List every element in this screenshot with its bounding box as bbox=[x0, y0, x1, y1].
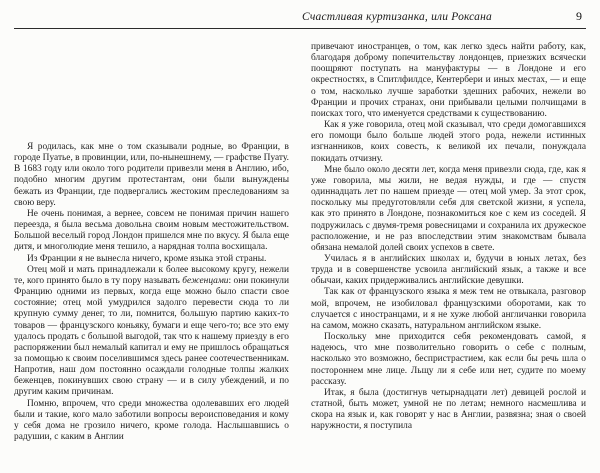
text-paragraph: Отец мой и мать принадлежали к более высокому кругу, нежели те, кого принято было в ту пору называть беженцами: они покинули Францию одними из первых, когда еще можно было спасти свое состояние; отец мой умудрился задолго перевести сюда то ли крупную сумму денег, то ли, помнится, большую партию каких-то товаров — французского коньяку, бумаги и еще чего-то; все это ему удалось продать с большой выгодой, так что к нашему приезду в его распоряжении был немалый капитал и ему не пришлось обращаться за помощью к своим поселившимся здесь ранее соотечественникам. Напротив, наш дом постоянно осаждали голодные толпы жалких беженцев, покинувших свою страну — и в силу убеждений, и по другим каким причинам. bbox=[14, 264, 289, 398]
text-paragraph: Поскольку мне приходится себя рекомендовать самой, я надеюсь, что мне позволительно говорить о себе с полным, насколько это возможно, беспристрастием, как если бы речь шла о постороннем мне лице. Льщу ли я себе или нет, судите по моему рассказу. bbox=[311, 332, 586, 387]
text-paragraph: привечают иностранцев, о том, как легко здесь найти работу, как, благодаря доброму попечительству лондонцев, приезжих всячески поощряют поступать на мануфактуры — в Лондоне и его окрестностях, в Спитлфилдсе, Кентербери и иных местах, — и еще о том, насколько лучше заработки здешних рабочих, нежели во Франции и прочих странах, они прибывали целыми полчищами в поисках того, что именуется средствами к существованию. bbox=[311, 42, 586, 119]
page-number: 9 bbox=[576, 9, 582, 23]
text-columns bbox=[14, 42, 586, 443]
emphasized-word: беженцами bbox=[182, 275, 229, 286]
text-paragraph: Помню, впрочем, что среди множества одолевавших его людей были и такие, кого мало заботили вопросы вероисповедания и кому у себя дома не грозило ничего, кроме голода. Наслышавшись о радушии, с каким в Англии bbox=[14, 398, 289, 443]
text-column-left bbox=[14, 42, 289, 443]
header-rule bbox=[14, 28, 586, 29]
text-paragraph: Училась я в английских школах и, будучи в юных летах, без труда и в совершенстве усвоила английский язык, а также и все обычаи, каких придерживались английские девушки. bbox=[311, 253, 586, 287]
text-paragraph: Как я уже говорила, отец мой сказывал, что среди домогавшихся его помощи было больше людей этого рода, нежели истинных изгнанников, коих совесть, к великой их печали, понуждала покидать отчизну. bbox=[311, 120, 586, 164]
text-paragraph: Итак, я была (достигнув четырнадцати лет) девицей рослой и статной, быть может, умной не по летам; немного насмешлива и скора на язык и, как говорят у нас в Англии, развязна; зная о своей наружности, я поступила bbox=[311, 387, 586, 432]
running-title: Счастливая куртизанка, или Роксана bbox=[302, 11, 492, 23]
text-paragraph: Из Франции я не вынесла ничего, кроме языка этой страны. bbox=[27, 253, 267, 264]
text-paragraph: Я родилась, как мне о том сказывали родные, во Франции, в городе Пуатье, в провинции, или, по-нынешнему, — графстве Пуату. В 1683 году или около того родители привезли меня в Англию, ибо, подобно многим другим протестантам, они были вынуждены бежать из Франции, где подвергались жестоким преследованиям за свою веру. bbox=[14, 142, 289, 208]
page-header bbox=[14, 8, 586, 28]
text-paragraph: Мне было около десяти лет, когда меня привезли сюда, где, как я уже говорила, мы жили, не ведая нужды, и где — спустя одиннадцать лет по нашем приезде — отец мой умер. За этот срок, поскольку мы предуготовляли себя для светской жизни, я успела, как это принято в Лондоне, познакомиться кое с кем из соседей. Я подружилась с двумя-тремя ровесницами и сохранила их дружеское расположение, и не раз впоследствии этим знакомствам бывала обязана немалой долей своих успехов в свете. bbox=[311, 164, 586, 253]
text-column-right bbox=[311, 42, 586, 443]
text-paragraph: Так как от французского языка я меж тем не отвыкала, разговор мой, впрочем, не изобиловал французскими оборотами, как то случается с иностранцами, и я не хуже любой англичанки говорила на самом, можно сказать, натуральном английском языке. bbox=[311, 287, 586, 331]
text-paragraph: Не очень понимая, а вернее, совсем не понимая причин нашего переезда, я была весьма довольна своим новым местожительством. Большой веселый город Лондон пришелся мне по вкусу. Я была еще дитя, и многолюдие меня тешило, а нарядная толпа восхищала. bbox=[14, 208, 289, 253]
